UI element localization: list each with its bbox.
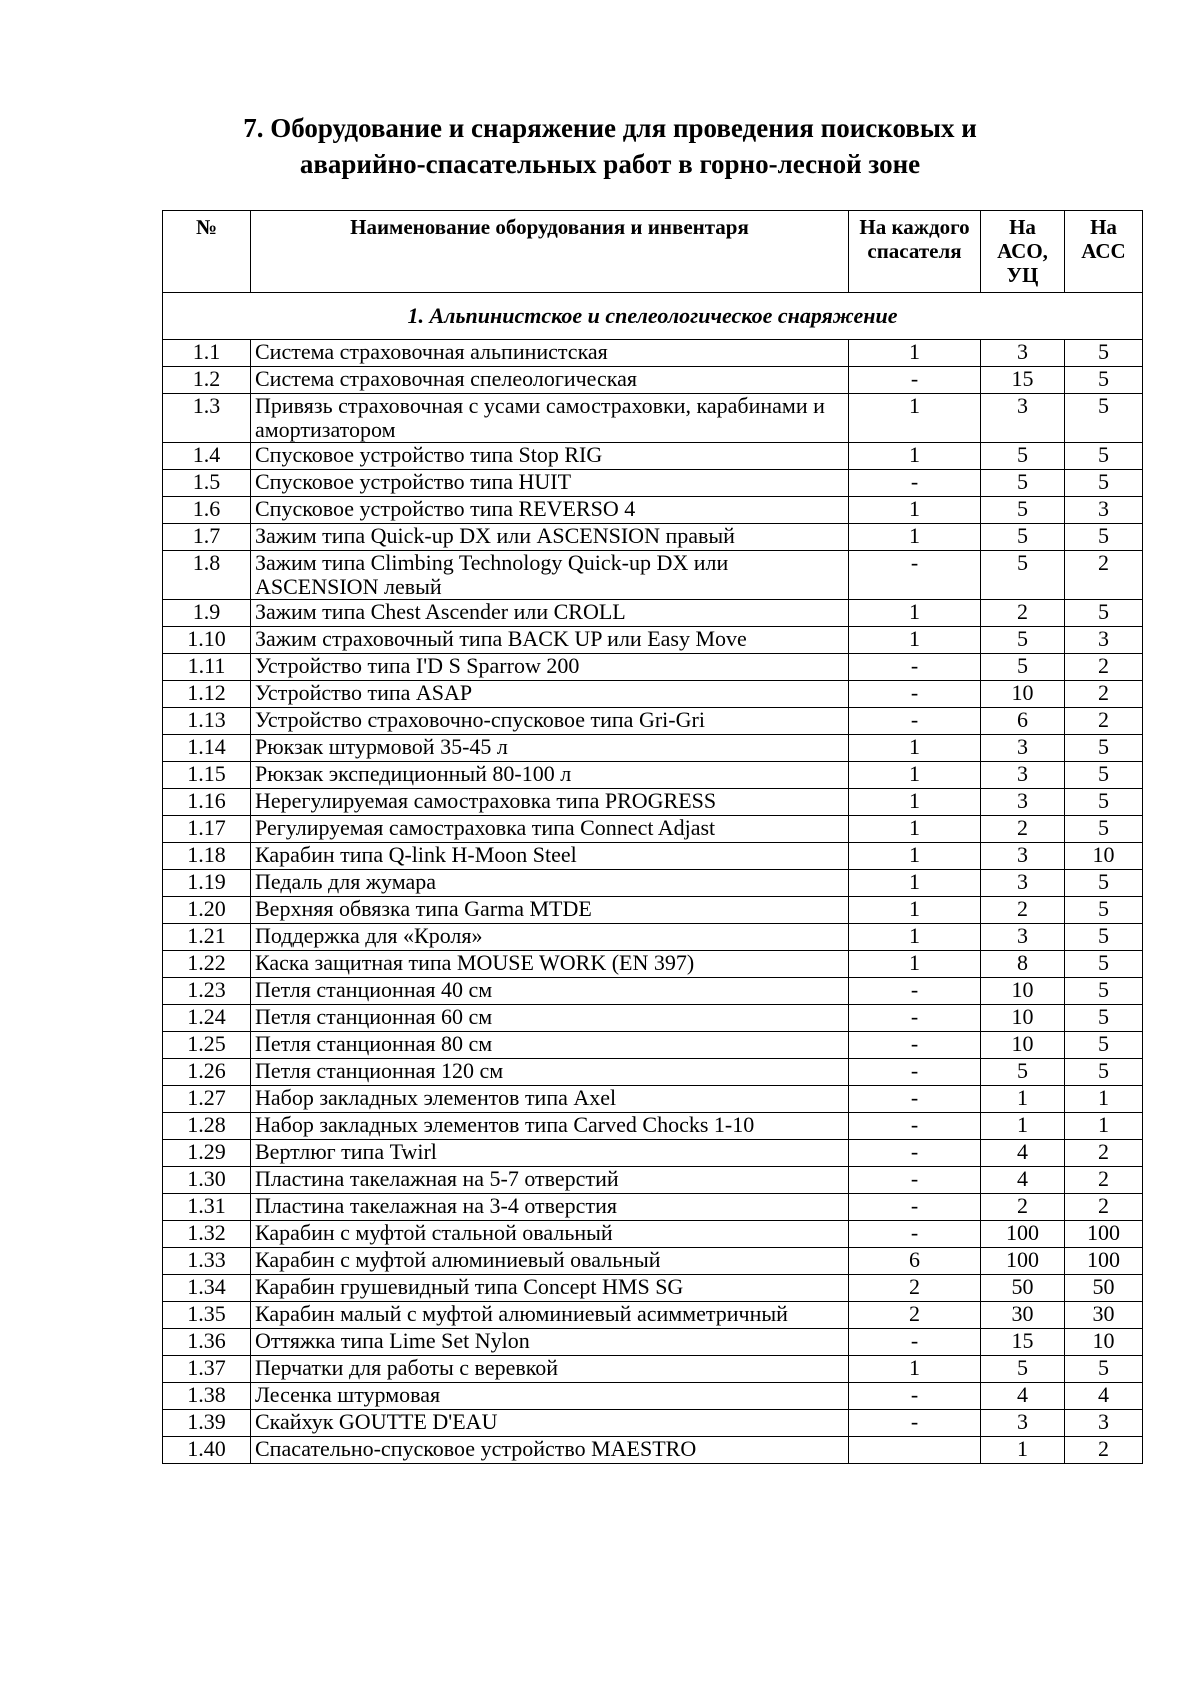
qty-ass: 2	[1065, 1437, 1143, 1464]
qty-ass: 2	[1065, 1167, 1143, 1194]
qty-ass: 3	[1065, 497, 1143, 524]
qty-aso: 5	[981, 551, 1065, 600]
qty-ass: 100	[1065, 1248, 1143, 1275]
qty-per-rescuer: 1	[849, 816, 981, 843]
row-number: 1.34	[163, 1275, 251, 1302]
table-row	[163, 1194, 1143, 1221]
qty-per-rescuer: 1	[849, 762, 981, 789]
qty-aso: 3	[981, 924, 1065, 951]
qty-ass: 5	[1065, 1059, 1143, 1086]
qty-ass: 3	[1065, 1410, 1143, 1437]
table-row	[163, 1302, 1143, 1329]
table-row	[163, 735, 1143, 762]
row-number: 1.1	[163, 340, 251, 367]
header-per-rescuer: На каждого спасателя	[849, 211, 981, 293]
qty-per-rescuer: -	[849, 551, 981, 600]
item-name: Спусковое устройство типа Stop RIG	[251, 443, 849, 470]
table-row	[163, 1221, 1143, 1248]
qty-per-rescuer: 1	[849, 1356, 981, 1383]
qty-per-rescuer: -	[849, 978, 981, 1005]
row-number: 1.19	[163, 870, 251, 897]
table-row	[163, 1140, 1143, 1167]
qty-ass: 2	[1065, 708, 1143, 735]
header-aso: На АСО, УЦ	[981, 211, 1065, 293]
table-row	[163, 1410, 1143, 1437]
qty-aso: 5	[981, 654, 1065, 681]
qty-aso: 10	[981, 978, 1065, 1005]
qty-ass: 5	[1065, 600, 1143, 627]
qty-ass: 4	[1065, 1383, 1143, 1410]
row-number: 1.7	[163, 524, 251, 551]
qty-per-rescuer: -	[849, 1167, 981, 1194]
qty-aso: 5	[981, 524, 1065, 551]
item-name: Карабин с муфтой стальной овальный	[251, 1221, 849, 1248]
qty-aso: 1	[981, 1437, 1065, 1464]
qty-aso: 4	[981, 1167, 1065, 1194]
qty-per-rescuer: 6	[849, 1248, 981, 1275]
row-number: 1.38	[163, 1383, 251, 1410]
qty-aso: 8	[981, 951, 1065, 978]
qty-ass: 5	[1065, 1356, 1143, 1383]
qty-aso: 2	[981, 1194, 1065, 1221]
row-number: 1.40	[163, 1437, 251, 1464]
row-number: 1.37	[163, 1356, 251, 1383]
qty-aso: 5	[981, 1059, 1065, 1086]
qty-ass: 2	[1065, 681, 1143, 708]
table-row	[163, 870, 1143, 897]
item-name: Петля станционная 80 см	[251, 1032, 849, 1059]
row-number: 1.22	[163, 951, 251, 978]
row-number: 1.35	[163, 1302, 251, 1329]
item-name: Рюкзак экспедиционный 80-100 л	[251, 762, 849, 789]
table-row	[163, 600, 1143, 627]
qty-per-rescuer: -	[849, 1140, 981, 1167]
qty-ass: 5	[1065, 897, 1143, 924]
qty-ass: 2	[1065, 654, 1143, 681]
item-name: Зажим типа Quick-up DX или ASCENSION правый	[251, 524, 849, 551]
qty-per-rescuer: 2	[849, 1275, 981, 1302]
qty-per-rescuer: -	[849, 1059, 981, 1086]
qty-ass: 5	[1065, 470, 1143, 497]
qty-per-rescuer: 1	[849, 340, 981, 367]
table-row	[163, 897, 1143, 924]
table-row	[163, 1113, 1143, 1140]
item-name: Нерегулируемая самостраховка типа PROGRESS	[251, 789, 849, 816]
item-name: Регулируемая самостраховка типа Connect Adjast	[251, 816, 849, 843]
qty-per-rescuer: 1	[849, 443, 981, 470]
qty-per-rescuer: -	[849, 1410, 981, 1437]
qty-ass: 10	[1065, 843, 1143, 870]
item-name: Набор закладных элементов типа Carved Chocks 1-10	[251, 1113, 849, 1140]
row-number: 1.28	[163, 1113, 251, 1140]
qty-per-rescuer: -	[849, 1383, 981, 1410]
item-name: Зажим типа Chest Ascender или CROLL	[251, 600, 849, 627]
title-line-1: 7. Оборудование и снаряжение для проведения поисковых и	[243, 113, 977, 143]
item-name: Петля станционная 60 см	[251, 1005, 849, 1032]
item-name: Карабин типа Q-link H-Moon Steel	[251, 843, 849, 870]
qty-per-rescuer: 1	[849, 735, 981, 762]
qty-aso: 10	[981, 681, 1065, 708]
qty-ass: 100	[1065, 1221, 1143, 1248]
table-row	[163, 340, 1143, 367]
item-name: Спусковое устройство типа HUIT	[251, 470, 849, 497]
row-number: 1.4	[163, 443, 251, 470]
qty-aso: 1	[981, 1086, 1065, 1113]
qty-per-rescuer: -	[849, 654, 981, 681]
qty-per-rescuer: 1	[849, 600, 981, 627]
item-name: Система страховочная спелеологическая	[251, 367, 849, 394]
qty-ass: 5	[1065, 870, 1143, 897]
table-row	[163, 1059, 1143, 1086]
qty-per-rescuer: 1	[849, 843, 981, 870]
qty-aso: 1	[981, 1113, 1065, 1140]
qty-aso: 5	[981, 627, 1065, 654]
qty-ass: 5	[1065, 394, 1143, 443]
table-row	[163, 1275, 1143, 1302]
table-row	[163, 443, 1143, 470]
qty-ass: 5	[1065, 978, 1143, 1005]
qty-ass: 5	[1065, 340, 1143, 367]
row-number: 1.16	[163, 789, 251, 816]
row-number: 1.9	[163, 600, 251, 627]
table-row	[163, 978, 1143, 1005]
qty-per-rescuer: 1	[849, 789, 981, 816]
item-name: Поддержка для «Кроля»	[251, 924, 849, 951]
qty-aso: 3	[981, 870, 1065, 897]
qty-aso: 10	[981, 1005, 1065, 1032]
qty-ass: 5	[1065, 524, 1143, 551]
item-name: Набор закладных элементов типа Axel	[251, 1086, 849, 1113]
qty-aso: 4	[981, 1383, 1065, 1410]
item-name: Пластина такелажная на 3-4 отверстия	[251, 1194, 849, 1221]
qty-aso: 3	[981, 762, 1065, 789]
item-name: Зажим страховочный типа BACK UP или Easy Move	[251, 627, 849, 654]
qty-aso: 4	[981, 1140, 1065, 1167]
item-name: Спасательно-спусковое устройство MAESTRO	[251, 1437, 849, 1464]
row-number: 1.8	[163, 551, 251, 600]
qty-ass: 2	[1065, 1194, 1143, 1221]
row-number: 1.25	[163, 1032, 251, 1059]
item-name: Скайхук GOUTTE D'EAU	[251, 1410, 849, 1437]
item-name: Зажим типа Climbing Technology Quick-up DX или ASCENSION левый	[251, 551, 849, 600]
table-row	[163, 1032, 1143, 1059]
qty-aso: 3	[981, 394, 1065, 443]
qty-ass: 2	[1065, 551, 1143, 600]
item-name: Устройство типа ASAP	[251, 681, 849, 708]
qty-per-rescuer: -	[849, 1194, 981, 1221]
qty-per-rescuer: -	[849, 1086, 981, 1113]
qty-aso: 3	[981, 789, 1065, 816]
qty-aso: 2	[981, 600, 1065, 627]
header-name: Наименование оборудования и инвентаря	[251, 211, 849, 293]
table-row	[163, 951, 1143, 978]
section-title: 1. Альпинистское и спелеологическое снаряжение	[163, 293, 1143, 340]
qty-aso: 5	[981, 1356, 1065, 1383]
table-row	[163, 1248, 1143, 1275]
row-number: 1.39	[163, 1410, 251, 1437]
item-name: Верхняя обвязка типа Garma MTDE	[251, 897, 849, 924]
qty-aso: 3	[981, 735, 1065, 762]
qty-ass: 30	[1065, 1302, 1143, 1329]
title-line-2: аварийно-спасательных работ в горно-лесной зоне	[299, 149, 921, 179]
table-row	[163, 394, 1143, 443]
qty-per-rescuer: -	[849, 1005, 981, 1032]
item-name: Спусковое устройство типа REVERSO 4	[251, 497, 849, 524]
qty-ass: 3	[1065, 627, 1143, 654]
table-row	[163, 497, 1143, 524]
row-number: 1.6	[163, 497, 251, 524]
row-number: 1.31	[163, 1194, 251, 1221]
row-number: 1.20	[163, 897, 251, 924]
table-row	[163, 524, 1143, 551]
row-number: 1.33	[163, 1248, 251, 1275]
table-row	[163, 924, 1143, 951]
table-row	[163, 843, 1143, 870]
row-number: 1.10	[163, 627, 251, 654]
qty-ass: 5	[1065, 1005, 1143, 1032]
qty-ass: 5	[1065, 443, 1143, 470]
row-number: 1.24	[163, 1005, 251, 1032]
qty-aso: 100	[981, 1248, 1065, 1275]
item-name: Система страховочная альпинистская	[251, 340, 849, 367]
table-row	[163, 627, 1143, 654]
qty-per-rescuer: 1	[849, 394, 981, 443]
table-row	[163, 1329, 1143, 1356]
qty-per-rescuer: 1	[849, 524, 981, 551]
qty-per-rescuer: 2	[849, 1302, 981, 1329]
qty-aso: 3	[981, 1410, 1065, 1437]
qty-ass: 5	[1065, 367, 1143, 394]
qty-aso: 30	[981, 1302, 1065, 1329]
row-number: 1.13	[163, 708, 251, 735]
item-name: Лесенка штурмовая	[251, 1383, 849, 1410]
table-row	[163, 1005, 1143, 1032]
row-number: 1.14	[163, 735, 251, 762]
row-number: 1.36	[163, 1329, 251, 1356]
row-number: 1.3	[163, 394, 251, 443]
qty-aso: 5	[981, 443, 1065, 470]
item-name: Петля станционная 40 см	[251, 978, 849, 1005]
table-row	[163, 1383, 1143, 1410]
qty-ass: 1	[1065, 1113, 1143, 1140]
qty-aso: 2	[981, 816, 1065, 843]
item-name: Рюкзак штурмовой 35-45 л	[251, 735, 849, 762]
qty-ass: 50	[1065, 1275, 1143, 1302]
row-number: 1.26	[163, 1059, 251, 1086]
table-row	[163, 708, 1143, 735]
table-row	[163, 681, 1143, 708]
qty-aso: 15	[981, 1329, 1065, 1356]
item-name: Перчатки для работы с веревкой	[251, 1356, 849, 1383]
qty-per-rescuer: -	[849, 1221, 981, 1248]
header-num: №	[163, 211, 251, 293]
row-number: 1.5	[163, 470, 251, 497]
item-name: Каска защитная типа MOUSE WORK (EN 397)	[251, 951, 849, 978]
row-number: 1.32	[163, 1221, 251, 1248]
item-name: Устройство страховочно-спусковое типа Gri-Gri	[251, 708, 849, 735]
table-row	[163, 789, 1143, 816]
row-number: 1.15	[163, 762, 251, 789]
item-name: Петля станционная 120 см	[251, 1059, 849, 1086]
row-number: 1.23	[163, 978, 251, 1005]
qty-per-rescuer: 1	[849, 897, 981, 924]
item-name: Карабин грушевидный типа Concept HMS SG	[251, 1275, 849, 1302]
item-name: Привязь страховочная с усами самостраховки, карабинами и амортизатором	[251, 394, 849, 443]
row-number: 1.21	[163, 924, 251, 951]
table-row	[163, 1167, 1143, 1194]
qty-per-rescuer: -	[849, 470, 981, 497]
table-row	[163, 1086, 1143, 1113]
qty-per-rescuer: -	[849, 367, 981, 394]
row-number: 1.11	[163, 654, 251, 681]
equipment-table	[162, 210, 1143, 1464]
qty-per-rescuer: -	[849, 708, 981, 735]
qty-ass: 5	[1065, 924, 1143, 951]
item-name: Вертлюг типа Twirl	[251, 1140, 849, 1167]
qty-per-rescuer: 1	[849, 870, 981, 897]
table-row	[163, 816, 1143, 843]
qty-ass: 5	[1065, 735, 1143, 762]
qty-per-rescuer: 1	[849, 951, 981, 978]
qty-ass: 2	[1065, 1140, 1143, 1167]
header-ass: На АСС	[1065, 211, 1143, 293]
item-name: Карабин малый с муфтой алюминиевый асимметричный	[251, 1302, 849, 1329]
row-number: 1.30	[163, 1167, 251, 1194]
table-row	[163, 1437, 1143, 1464]
table-row	[163, 367, 1143, 394]
qty-per-rescuer: -	[849, 681, 981, 708]
qty-aso: 100	[981, 1221, 1065, 1248]
item-name: Карабин с муфтой алюминиевый овальный	[251, 1248, 849, 1275]
qty-aso: 10	[981, 1032, 1065, 1059]
qty-per-rescuer: 1	[849, 924, 981, 951]
row-number: 1.27	[163, 1086, 251, 1113]
table-row	[163, 654, 1143, 681]
qty-aso: 5	[981, 497, 1065, 524]
qty-per-rescuer: 1	[849, 627, 981, 654]
row-number: 1.29	[163, 1140, 251, 1167]
qty-ass: 5	[1065, 762, 1143, 789]
qty-aso: 3	[981, 340, 1065, 367]
table-row	[163, 470, 1143, 497]
qty-ass: 5	[1065, 951, 1143, 978]
item-name: Педаль для жумара	[251, 870, 849, 897]
qty-ass: 5	[1065, 816, 1143, 843]
qty-aso: 5	[981, 470, 1065, 497]
qty-ass: 5	[1065, 789, 1143, 816]
qty-per-rescuer: -	[849, 1113, 981, 1140]
qty-per-rescuer: 1	[849, 497, 981, 524]
row-number: 1.12	[163, 681, 251, 708]
qty-aso: 3	[981, 843, 1065, 870]
qty-ass: 1	[1065, 1086, 1143, 1113]
qty-aso: 50	[981, 1275, 1065, 1302]
table-row	[163, 1356, 1143, 1383]
qty-ass: 5	[1065, 1032, 1143, 1059]
qty-per-rescuer: -	[849, 1329, 981, 1356]
item-name: Пластина такелажная на 5-7 отверстий	[251, 1167, 849, 1194]
qty-aso: 15	[981, 367, 1065, 394]
item-name: Оттяжка типа Lime Set Nylon	[251, 1329, 849, 1356]
qty-aso: 2	[981, 897, 1065, 924]
table-row	[163, 551, 1143, 600]
row-number: 1.17	[163, 816, 251, 843]
table-row	[163, 762, 1143, 789]
row-number: 1.18	[163, 843, 251, 870]
row-number: 1.2	[163, 367, 251, 394]
qty-per-rescuer: -	[849, 1032, 981, 1059]
document-title	[160, 110, 1060, 182]
qty-ass: 10	[1065, 1329, 1143, 1356]
qty-per-rescuer	[849, 1437, 981, 1464]
item-name: Устройство типа I'D S Sparrow 200	[251, 654, 849, 681]
qty-aso: 6	[981, 708, 1065, 735]
